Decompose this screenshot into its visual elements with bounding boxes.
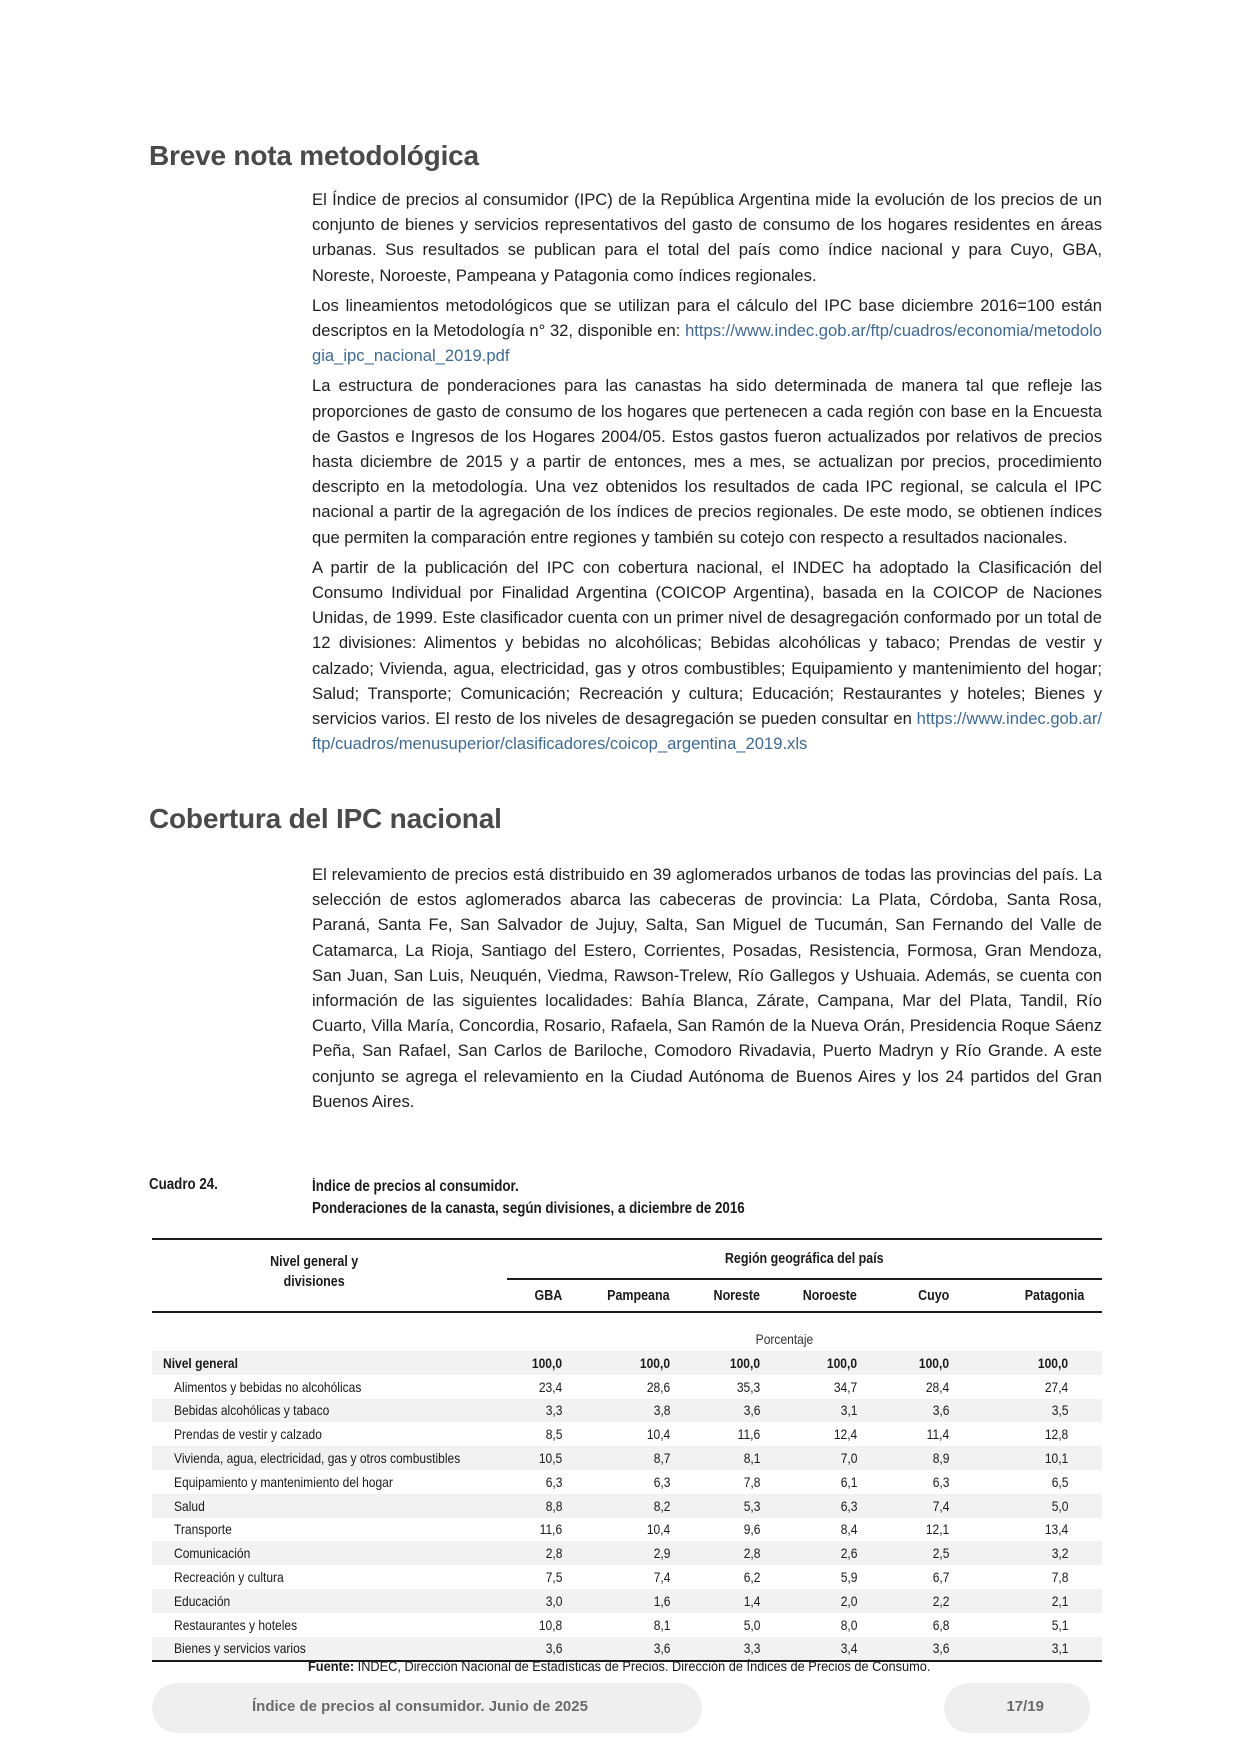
table-row: Bienes y servicios varios 3,6 3,6 3,3 3,4 3,6 3,1 [152, 1637, 1102, 1662]
table-row: Comunicación 2,8 2,9 2,8 2,6 2,5 3,2 [152, 1541, 1102, 1565]
footer-page-pill [944, 1683, 1090, 1733]
region-group-header: Región geográfica del país [507, 1239, 1102, 1279]
column-header-gba: GBA [507, 1279, 562, 1312]
table-row: Restaurantes y hoteles 10,8 8,1 5,0 8,0 6,8 5,1 [174, 1616, 1068, 1633]
cobertura-body [312, 862, 1102, 1119]
table-row: Alimentos y bebidas no alcohólicas 23,4 28,6 35,3 34,7 28,4 27,4 [174, 1378, 1068, 1395]
column-header-pampeana: Pampeana [562, 1279, 670, 1312]
table-row: Educación 3,0 1,6 1,4 2,0 2,2 2,1 [152, 1589, 1102, 1613]
paragraph-coicop: A partir de la publicación del IPC con cobertura nacional, el INDEC ha adoptado la Clasificación del Consumo Individual por Finalidad Argentina (COICOP Argentina), basada en la COICOP de Naciones Unidas, de 1999. Este clasificador cuenta con un primer nivel de desagregación conformado por un total de 12 divisiones: Alimentos y bebidas no alcohólicas; Bebidas alcohólicas y tabaco; Prendas de vestir y calzado; Vivienda, agua, electricidad, gas y otros combustibles; Equipamiento y mantenimiento del hogar; Salud; Transporte; Comunicación; Recreación y cultura; Educación; Restaurantes y hoteles; Bienes y servicios varios. El resto de los niveles de desagregación se pueden consultar en https://www.indec.gob.ar/ftp/cuadros/menusuperior/clasificadores/coicop_argentina_2019.xls [312, 557, 1102, 754]
column-header-noreste: Noreste [670, 1279, 760, 1312]
column-header-patagonia: Patagonia [955, 1279, 1102, 1312]
metodologia-body [312, 187, 1102, 761]
coicop-xls-link[interactable]: https://www.indec.gob.ar/ftp/cuadros/menusuperior/clasificadores/coicop_argentina_2019.xls [312, 709, 1102, 754]
table-title-line2: Ponderaciones de la canasta, según divisiones, a diciembre de 2016 [312, 1200, 745, 1217]
table-row: Equipamiento y mantenimiento del hogar 6,3 6,3 7,8 6,1 6,3 6,5 [174, 1473, 1068, 1490]
table-row: Bebidas alcohólicas y tabaco 3,3 3,8 3,6 3,1 3,6 3,5 [152, 1399, 1102, 1423]
section-title-cobertura: Cobertura del IPC nacional [149, 803, 502, 834]
paragraph-ipc-intro: El Índice de precios al consumidor (IPC) de la República Argentina mide la evolución de los precios de un conjunto de bienes y servicios representativos del gasto de consumo de los hogares residentes en áreas urbanas. Sus resultados se publican para el total del país como índice nacional y para Cuyo, GBA, Noreste, Noroeste, Pampeana y Patagonia como índices regionales. [312, 190, 1102, 285]
paragraph-lineamientos: Los lineamientos metodológicos que se utilizan para el cálculo del IPC base diciembre 2016=100 están descriptos en la Metodología n° 32, disponible en: https://www.indec.gob.ar/ftp/cuadros/economia/metodologia_ipc_nacional_2019.pdf [312, 295, 1102, 366]
table-row: Salud 8,8 8,2 5,3 6,3 7,4 5,0 [152, 1494, 1102, 1518]
metodologia-pdf-link[interactable]: https://www.indec.gob.ar/ftp/cuadros/economia/metodologia_ipc_nacional_2019.pdf [312, 321, 1102, 366]
table-row: Recreación y cultura 7,5 7,4 6,2 5,9 6,7 7,8 [174, 1569, 1068, 1586]
paragraph-relevamiento: El relevamiento de precios está distribuido en 39 aglomerados urbanos de todas las provincias del país. La selección de estos aglomerados abarca las cabeceras de provincia: La Plata, Córdoba, Santa Rosa, Paraná, Santa Fe, San Salvador de Jujuy, Salta, San Miguel de Tucumán, San Fernando del Valle de Catamarca, La Rioja, Santiago del Estero, Corrientes, Posadas, Resistencia, Formosa, Gran Mendoza, San Juan, San Luis, Neuquén, Viedma, Rawson-Trelew, Río Gallegos y Ushuaia. Además, se cuenta con información de las siguientes localidades: Bahía Blanca, Zárate, Campana, Mar del Plata, Tandil, Río Cuarto, Villa María, Concordia, Rosario, Rafaela, San Ramón de la Nueva Orán, Presidencia Roque Sáenz Peña, San Rafael, San Carlos de Bariloche, Comodoro Rivadavia, Puerto Madryn y Río Grande. A este conjunto se agrega el relevamiento en la Ciudad Autónoma de Buenos Aires y los 24 partidos del Gran Buenos Aires. [312, 865, 1102, 1111]
footer-title-pill [152, 1683, 702, 1733]
table-row: Nivel general 100,0 100,0 100,0 100,0 100,0 100,0 [152, 1351, 1102, 1375]
table-title [312, 1176, 745, 1220]
row-header: Nivel general y divisiones [152, 1239, 507, 1312]
column-header-noroeste: Noroeste [760, 1279, 857, 1312]
column-header-cuyo: Cuyo [857, 1279, 955, 1312]
unit-label: Porcentaje [755, 1331, 814, 1347]
table-row: Prendas de vestir y calzado 8,5 10,4 11,6 12,4 11,4 12,8 [174, 1426, 1068, 1443]
table-row: Transporte 11,6 10,4 9,6 8,4 12,1 13,4 [174, 1521, 1068, 1538]
table-title-line1: Índice de precios al consumidor. [312, 1178, 519, 1195]
page-number: 17/19 [1006, 1698, 1044, 1715]
paragraph-ponderaciones: La estructura de ponderaciones para las canastas ha sido determinada de manera tal que refleje las proporciones de gasto de consumo de los hogares que pertenecen a cada región con base en la Encuesta de Gastos e Ingresos de los Hogares 2004/05. Estos gastos fueron actualizados por relativos de precios hasta diciembre de 2015 y a partir de entonces, mes a mes, se actualizan por precios, procedimiento descripto en la metodología. Una vez obtenidos los resultados de cada IPC regional, se calcula el IPC nacional a partir de la agregación de los índices de precios regionales. De este modo, se obtienen índices que permiten la comparación entre regiones y también su cotejo con respecto a resultados nacionales. [312, 376, 1102, 547]
section-title-metodologia: Breve nota metodológica [149, 140, 479, 171]
table-number: Cuadro 24. [149, 1176, 218, 1193]
ponderaciones-table [152, 1238, 1102, 1662]
table-source-note: Fuente: INDEC, Dirección Nacional de Estadísticas de Precios. Dirección de Índices de Precios de Consumo. [308, 1659, 931, 1675]
footer-title: Índice de precios al consumidor. Junio de 2025 [252, 1698, 588, 1715]
table-row: Vivienda, agua, electricidad, gas y otros combustibles 10,5 8,7 8,1 7,0 8,9 10,1 [152, 1446, 1102, 1470]
ponderaciones-table-container [152, 1238, 1102, 1662]
